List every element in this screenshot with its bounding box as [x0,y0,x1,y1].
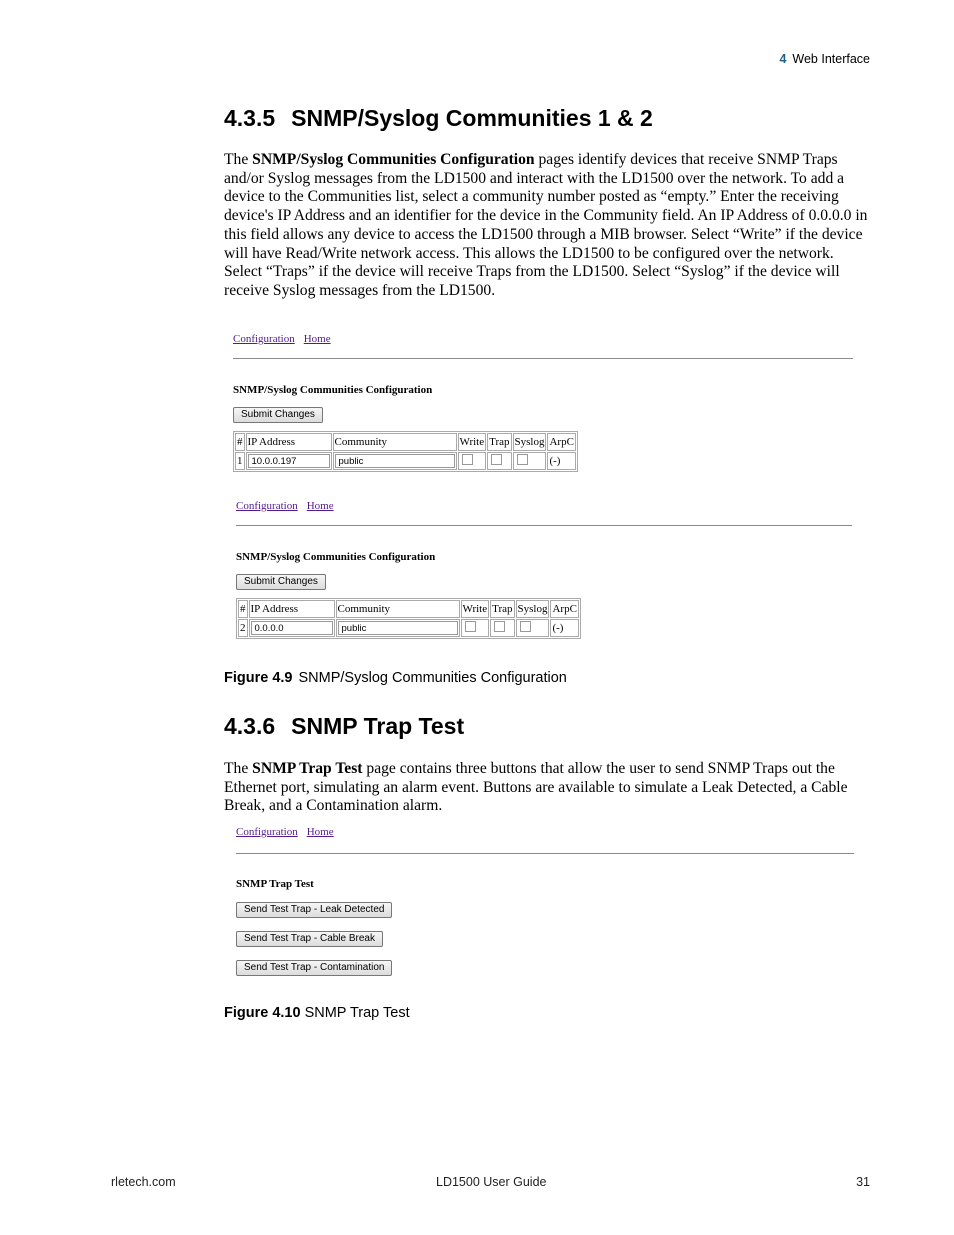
send-trap-contamination-button[interactable]: Send Test Trap - Contamination [236,960,392,976]
table-row [235,452,576,470]
trap-checkbox[interactable] [494,621,505,632]
section-heading-436 [224,713,464,740]
figure-caption-4-10 [224,1005,410,1021]
section-title: SNMP/Syslog Communities 1 & 2 [291,105,653,131]
para-bold-term: SNMP/Syslog Communities Configuration [252,151,535,168]
send-trap-cable-break-button[interactable]: Send Test Trap - Cable Break [236,931,383,947]
running-header [779,52,870,66]
para-bold-term: SNMP Trap Test [252,760,363,777]
submit-changes-button[interactable]: Submit Changes [236,574,326,590]
col-ip: IP Address [249,600,335,618]
configuration-link[interactable]: Configuration [236,826,298,838]
para-text: pages identify devices that receive SNMP Traps and/or Syslog messages from the LD1500 and interact with the LD1500 over the network. To add a device to the Communities list, select a community number posted as “empty.” Enter the receiving device's IP Address and an identifier for the device in the Community field. An IP Address of 0.0.0.0 in this field allows any device to access the LD1500 through a MIB browser. Select “Write” if the device will have Read/Write network access. This allows the LD1500 to be configured over the network. Select “Traps” if the device will receive Traps from the LD1500. Select “Syslog” if the device will receive Syslog messages from the LD1500. [224,151,868,299]
table-header-row [238,600,579,618]
col-num: # [235,433,245,451]
home-link[interactable]: Home [303,333,331,345]
community-input[interactable]: public [335,454,455,468]
para-text: page contains three buttons that allow the user to send SNMP Traps out the Ethernet port, simulating an alarm event. Buttons are available to simulate a Leak Detected, a Cable Break, and a Contamination alarm. [224,760,848,815]
write-checkbox[interactable] [462,454,473,465]
figure-label: Figure 4.10 [224,1005,301,1021]
communities-screenshot-1 [233,333,853,472]
syslog-checkbox[interactable] [517,454,528,465]
arpc-value: (-) [550,619,578,637]
section-title: SNMP Trap Test [291,713,465,739]
figure-text: SNMP Trap Test [304,1005,410,1021]
nav-links [233,333,853,345]
col-arpc: ArpC [547,433,575,451]
figure-text: SNMP/Syslog Communities Configuration [298,670,567,686]
communities-table [236,598,581,639]
page-number: 31 [856,1175,870,1189]
home-link[interactable]: Home [306,826,334,838]
col-ip: IP Address [246,433,332,451]
col-community: Community [336,600,460,618]
config-title: SNMP/Syslog Communities Configuration [236,551,436,563]
figure-caption-4-9 [224,670,567,686]
para-lead: The [224,760,253,777]
divider [233,358,853,359]
col-syslog: Syslog [516,600,550,618]
footer-website: rletech.com [111,1175,176,1189]
trap-test-screenshot [236,826,854,976]
submit-changes-button[interactable]: Submit Changes [233,407,323,423]
ip-address-input[interactable]: 10.0.0.197 [248,454,330,468]
col-trap: Trap [490,600,514,618]
para-lead: The [224,151,253,168]
chapter-number: 4 [779,52,787,66]
col-community: Community [333,433,457,451]
col-write: Write [461,600,490,618]
configuration-link[interactable]: Configuration [233,333,295,345]
section-heading-435 [224,105,653,132]
nav-links [236,826,854,838]
row-num: 1 [235,452,245,470]
col-syslog: Syslog [513,433,547,451]
write-checkbox[interactable] [465,621,476,632]
communities-screenshot-2 [236,500,852,639]
send-trap-leak-button[interactable]: Send Test Trap - Leak Detected [236,902,392,918]
section-number: 4.3.5 [224,105,276,131]
row-num: 2 [238,619,248,637]
table-header-row [235,433,576,451]
trap-test-title: SNMP Trap Test [236,878,314,890]
divider [236,853,854,854]
section-435-paragraph [224,151,872,301]
col-arpc: ArpC [550,600,578,618]
figure-label: Figure 4.9 [224,670,293,686]
arpc-value: (-) [547,452,575,470]
ip-address-input[interactable]: 0.0.0.0 [251,621,333,635]
chapter-title: Web Interface [792,52,870,66]
trap-checkbox[interactable] [491,454,502,465]
section-number: 4.3.6 [224,713,276,739]
communities-table [233,431,578,472]
footer-title: LD1500 User Guide [436,1175,547,1189]
config-title: SNMP/Syslog Communities Configuration [233,384,433,396]
col-num: # [238,600,248,618]
configuration-link[interactable]: Configuration [236,500,298,512]
col-trap: Trap [487,433,511,451]
table-row [238,619,579,637]
col-write: Write [458,433,487,451]
home-link[interactable]: Home [306,500,334,512]
section-436-paragraph [224,760,872,816]
syslog-checkbox[interactable] [520,621,531,632]
community-input[interactable]: public [338,621,458,635]
nav-links [236,500,852,512]
divider [236,525,852,526]
